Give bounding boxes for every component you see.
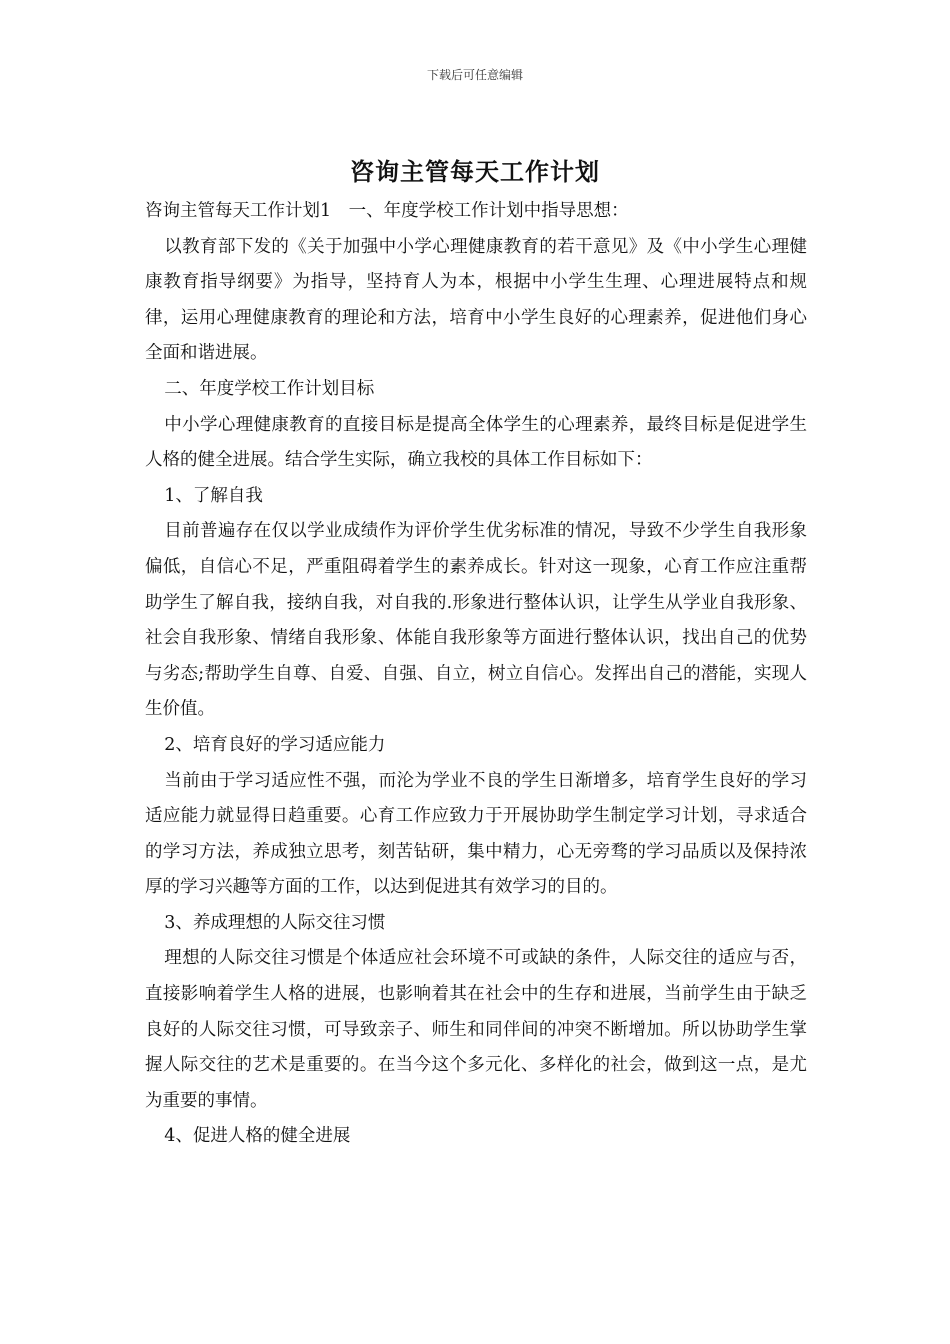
document-title: 咨询主管每天工作计划 — [350, 157, 600, 186]
subheading-interpersonal-habits: 3、养成理想的人际交往习惯 — [164, 912, 386, 933]
section-heading-goals: 二、年度学校工作计划目标 — [164, 378, 375, 399]
document-body — [145, 194, 807, 1155]
subheading-know-yourself: 1、了解自我 — [164, 485, 263, 506]
subheading-learning-adaptability: 2、培育良好的学习适应能力 — [164, 734, 386, 755]
paragraph-goals: 中小学心理健康教育的直接目标是提高全体学生的心理素养，最终目标是促进学生人格的健全进展。结合学生实际，确立我校的具体工作目标如下： — [145, 414, 807, 471]
subheading-personality-development: 4、促进人格的健全进展 — [164, 1126, 351, 1147]
paragraph-interpersonal-habits: 理想的人际交往习惯是个体适应社会环境不可或缺的条件，人际交往的适应与否，直接影响着学生人格的进展，也影响着其在社会中的生存和进展，当前学生由于缺乏良好的人际交往习惯，可导致亲子、师生和同伴间的冲突不断增加。所以协助学生掌握人际交往的艺术是重要的。在当今这个多元化、多样化的社会，做到这一点，是尤为重要的事情。 — [145, 948, 807, 1111]
paragraph-know-yourself: 目前普遍存在仅以学业成绩作为评价学生优劣标准的情况，导致不少学生自我形象偏低，自信心不足，严重阻碍着学生的素养成长。针对这一现象，心育工作应注重帮助学生了解自我，接纳自我，对自我的.形象进行整体认识，让学生从学业自我形象、社会自我形象、情绪自我形象、体能自我形象等方面进行整体认识，找出自己的优势与劣态;帮助学生自尊、自爱、自强、自立，树立自信心。发挥出自己的潜能，实现人生价值。 — [145, 521, 807, 720]
paragraph-guiding-thought: 以教育部下发的《关于加强中小学心理健康教育的若干意见》及《中小学生心理健康教育指导纲要》为指导，坚持育人为本，根据中小学生生理、心理进展特点和规律，运用心理健康教育的理论和方法，培育中小学生良好的心理素养，促进他们身心全面和谐进展。 — [145, 236, 807, 364]
page-header-note: 下载后可任意编辑 — [426, 68, 523, 82]
paragraph-learning-adaptability: 当前由于学习适应性不强，而沦为学业不良的学生日渐增多，培育学生良好的学习适应能力就显得日趋重要。心育工作应致力于开展协助学生制定学习计划，寻求适合的学习方法，养成独立思考，刻苦钻研，集中精力，心无旁骛的学习品质以及保持浓厚的学习兴趣等方面的工作，以达到促进其有效学习的目的。 — [145, 770, 807, 898]
paragraph-intro-heading: 咨询主管每天工作计划1 一、年度学校工作计划中指导思想： — [145, 201, 629, 221]
